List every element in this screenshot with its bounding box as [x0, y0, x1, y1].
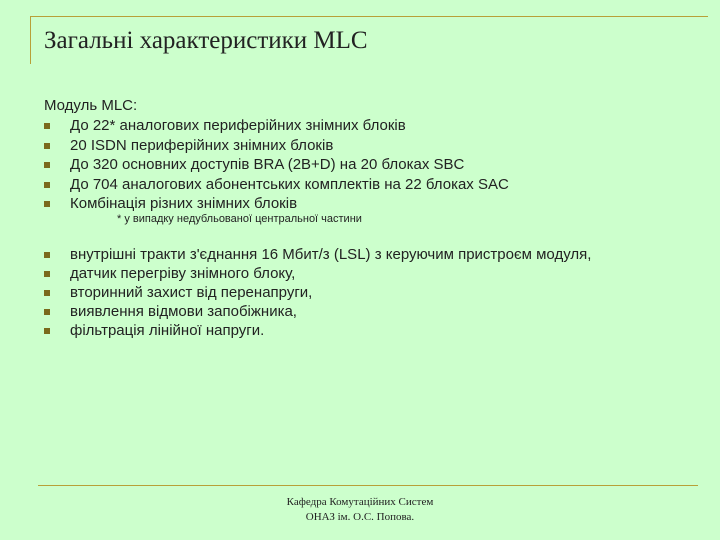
square-bullet-icon: [44, 252, 50, 258]
footer-institution: ОНАЗ ім. О.С. Попова.: [305, 511, 415, 523]
module-capacity-list: [44, 116, 704, 214]
list-item: [44, 136, 704, 156]
list-item: [44, 245, 704, 264]
slide-title: Загальні характеристики MLC: [44, 27, 368, 54]
list-item-text: До 22* аналогових периферійних знімних блоків: [70, 117, 406, 134]
footer-department: Кафедра Комутаційних Систем: [286, 496, 434, 508]
list-item: [44, 194, 704, 214]
features-list: [44, 245, 704, 340]
footer: [240, 495, 480, 525]
footnote: * у випадку недубльованої центральної частини: [117, 213, 362, 225]
list-item: [44, 283, 704, 302]
list-item-text: датчик перегріву знімного блоку,: [70, 265, 296, 282]
list-item-text: внутрішні тракти з'єднання 16 Мбит/з (LSL) з керуючим пристроєм модуля,: [70, 246, 592, 263]
list-item-text: фільтрація лінійної напруги.: [70, 322, 265, 339]
list-item-text: 20 ISDN периферійних знімних блоків: [70, 136, 334, 154]
footer-divider: [38, 485, 698, 486]
list-item-text: До 320 основних доступів BRA (2B+D) на 20 блоках SBC: [70, 156, 465, 173]
list-item-text: Комбінація різних знімних блоків: [70, 195, 298, 212]
list-item: [44, 155, 704, 175]
list-item: [44, 302, 704, 321]
features-block: [44, 245, 704, 340]
list-item: [44, 321, 704, 340]
content-block: [44, 96, 704, 214]
square-bullet-icon: [44, 143, 50, 149]
square-bullet-icon: [44, 328, 50, 334]
square-bullet-icon: [44, 162, 50, 168]
list-item-text: До 704 аналогових абонентських комплектів на 22 блоках SAC: [70, 175, 509, 193]
square-bullet-icon: [44, 201, 50, 207]
list-item-text: вторинний захист від перенапруги,: [70, 284, 313, 301]
list-item: [44, 175, 704, 195]
square-bullet-icon: [44, 271, 50, 277]
square-bullet-icon: [44, 182, 50, 188]
list-item: [44, 116, 704, 136]
title-frame-horizontal-line: [30, 16, 708, 17]
intro-text: Модуль MLC:: [44, 97, 138, 114]
square-bullet-icon: [44, 123, 50, 129]
list-item-text: виявлення відмови запобіжника,: [70, 303, 297, 320]
title-frame-vertical-line: [30, 16, 31, 64]
square-bullet-icon: [44, 309, 50, 315]
square-bullet-icon: [44, 290, 50, 296]
list-item: [44, 264, 704, 283]
